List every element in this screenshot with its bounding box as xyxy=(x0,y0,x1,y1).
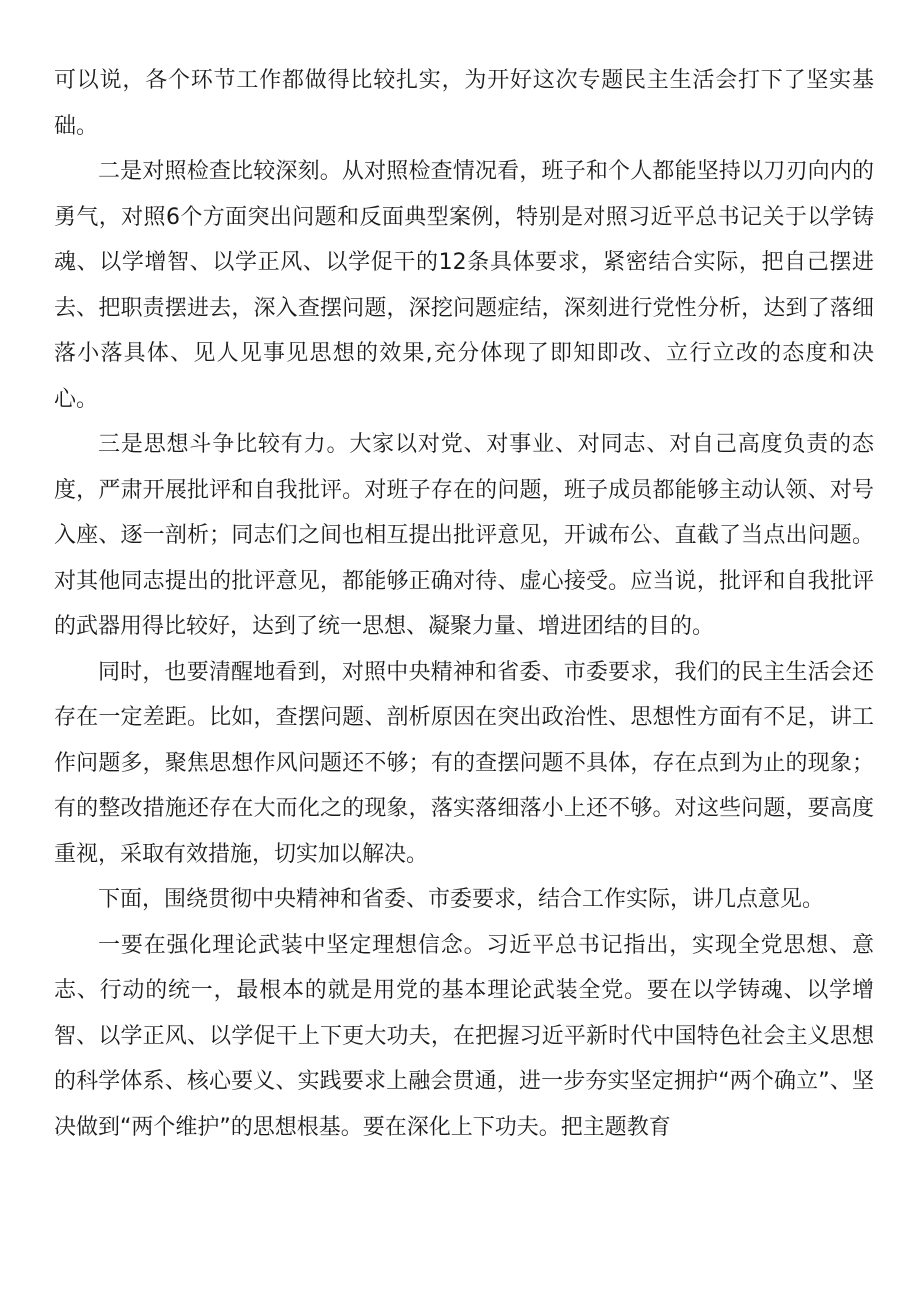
paragraph-point-three: 三是思想斗争比较有力。大家以对党、对事业、对同志、对自己高度负责的态度，严肃开展批评和自我批评。对班子存在的问题，班子成员都能够主动认领、对号入座、逐一剖析；同志们之间也相互提出批评意见，开诚布公、直截了当点出问题。对其他同志提出的批评意见，都能够正确对待、虚心接受。应当说，批评和自我批评的武器用得比较好，达到了统一思想、凝聚力量、增进团结的目的。 xyxy=(54,432,874,639)
paragraph-continuation: 可以说，各个环节工作都做得比较扎实，为开好这次专题民主生活会打下了坚实基础。 xyxy=(54,68,874,139)
document-body xyxy=(54,58,874,1150)
paragraph-opinion-one: 一要在强化理论武装中坚定理想信念。习近平总书记指出，实现全党思想、意志、行动的统一，最根本的就是用党的基本理论武装全党。要在以学铸魂、以学增智、以学正风、以学促干上下更大功夫，在把握习近平新时代中国特色社会主义思想的科学体系、核心要义、实践要求上融会贯通，进一步夯实坚定拥护“两个确立”、坚决做到“两个维护”的思想根基。要在深化上下功夫。把主题教育 xyxy=(54,932,874,1140)
paragraph-shortcomings: 同时，也要清醒地看到，对照中央精神和省委、市委要求，我们的民主生活会还存在一定差距。比如，查摆问题、剖析原因在突出政治性、思想性方面有不足，讲工作问题多，聚焦思想作风问题还不够；有的查摆问题不具体，存在点到为止的现象；有的整改措施还存在大而化之的现象，落实落细落小上还不够。对这些问题，要高度重视，采取有效措施，切实加以解决。 xyxy=(54,659,874,867)
paragraph-point-two: 二是对照检查比较深刻。从对照检查情况看，班子和个人都能坚持以刀刃向内的勇气，对照6个方面突出问题和反面典型案例，特别是对照习近平总书记关于以学铸魂、以学增智、以学正风、以学促干的12条具体要求，紧密结合实际，把自己摆进去、把职责摆进去，深入查摆问题，深挖问题症结，深刻进行党性分析，达到了落细落小落具体、见人见事见思想的效果,充分体现了即知即改、立行立改的态度和决心。 xyxy=(54,159,874,412)
paragraph-transition: 下面，围绕贯彻中央精神和省委、市委要求，结合工作实际，讲几点意见。 xyxy=(98,887,825,912)
